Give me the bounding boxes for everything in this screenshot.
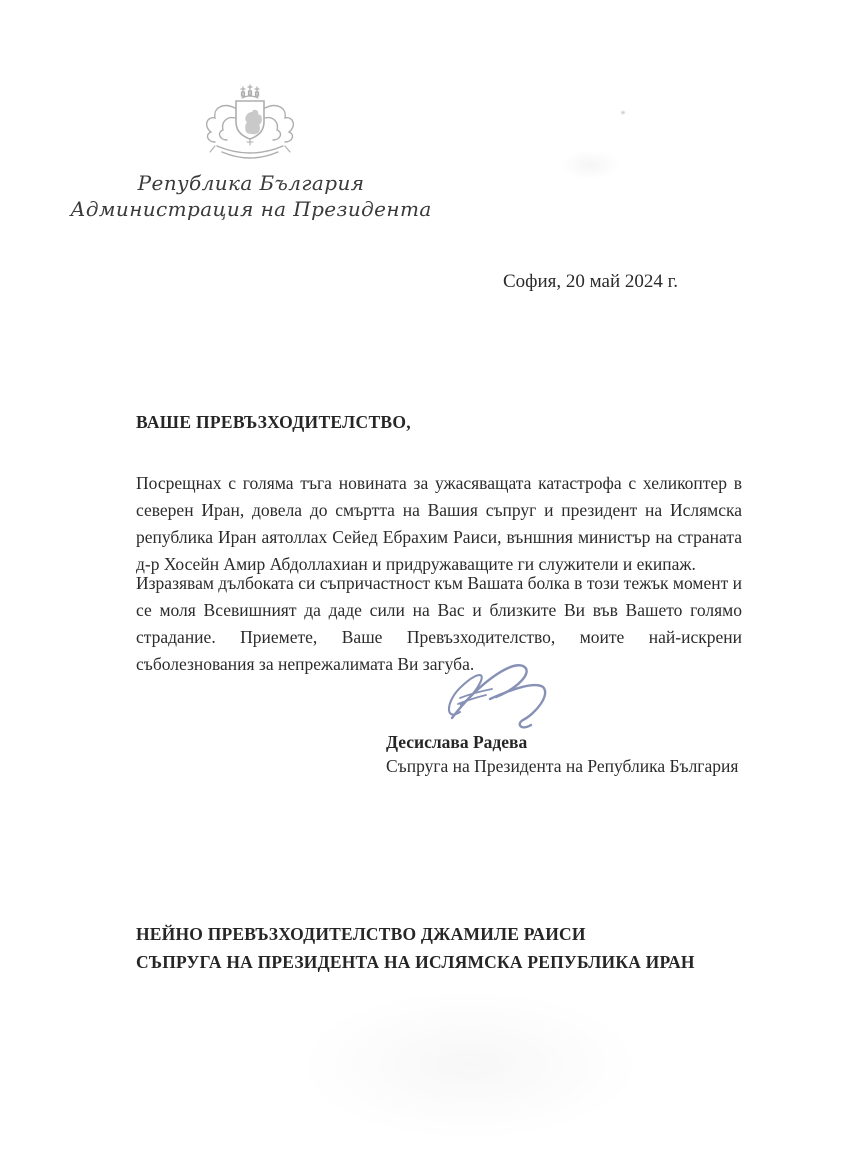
signer-name: Десислава Радева: [386, 732, 528, 752]
date-line: София, 20 май 2024 г.: [503, 271, 679, 292]
scan-smudge: [560, 150, 620, 180]
body-paragraph-2: Изразявам дълбоката си съпричастност към Вашата болка в този тежък момент и се моля Всевишният да даде сили на Вас и близките Ви във Вашето голямо страдание. Приемете, Ваше Превъзходителство, моите най-искрени съболезнования за непрежалимата Ви загуба.: [136, 572, 742, 674]
recipient-line1: НЕЙНО ПРЕВЪЗХОДИТЕЛСТВО ДЖАМИЛЕ РАИСИ: [136, 924, 586, 944]
letterhead: [56, 170, 446, 222]
recipient-block: [136, 920, 695, 976]
letterhead-line1: Република България: [137, 171, 365, 195]
recipient-line2: СЪПРУГА НА ПРЕЗИДЕНТА НА ИСЛЯМСКА РЕПУБЛИКА ИРАН: [136, 952, 695, 972]
letterhead-line2: Администрация на Президента: [70, 197, 432, 221]
scan-speck: [620, 110, 626, 115]
handwritten-signature-icon: [430, 656, 562, 736]
body-paragraph-1: Посрещнах с голяма тъга новината за ужасяващата катастрофа с хеликоптер в северен Иран, довела до смъртта на Вашия съпруг и президент на Ислямска република Иран аятоллах Сейед Ебрахим Раиси, външния министър на страната д-р Хосейн Амир Абдоллахиан и придружаващите ги служители и екипаж.: [136, 472, 742, 574]
bulgarian-coat-of-arms-icon: [197, 84, 303, 176]
salutation: ВАШЕ ПРЕВЪЗХОДИТЕЛСТВО,: [136, 412, 411, 432]
scan-smudge: [300, 990, 640, 1140]
signer-title: Съпруга на Президента на Република България: [386, 756, 739, 776]
